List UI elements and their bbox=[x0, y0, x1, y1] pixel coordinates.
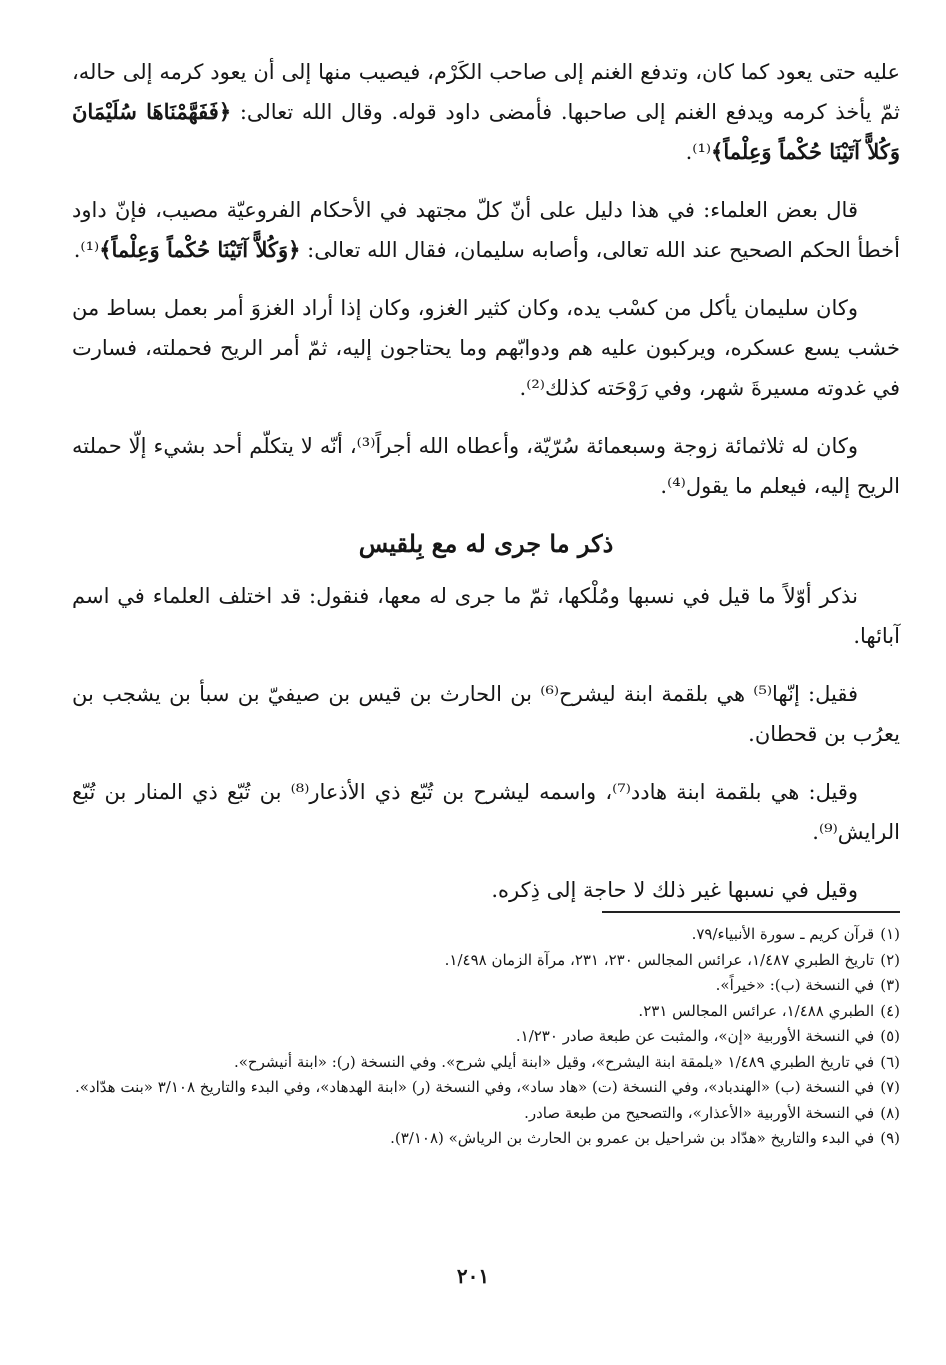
page-number: ٢٠١ bbox=[456, 1264, 490, 1288]
footnote-number: (٦) bbox=[880, 1052, 900, 1071]
footnote-text: تاريخ الطبري ١/٤٨٧، عرائس المجالس ٢٣٠، ٢٣١، مرآة الزمان ١/٤٩٨. bbox=[444, 950, 875, 969]
paragraph-3 bbox=[72, 288, 900, 408]
footnote-text: في النسخة الأوربية «إن»، والمثبت عن طبعة صادر ١/٢٣٠. bbox=[515, 1027, 875, 1045]
footnote-text: الطبري ١/٤٨٨، عرائس المجالس ٢٣١. bbox=[638, 1001, 875, 1020]
paragraph-6 bbox=[72, 674, 900, 754]
footnote-number: (٤) bbox=[880, 1001, 900, 1020]
paragraph-8 bbox=[72, 870, 900, 910]
footnote-ref: ⁽¹⁾. bbox=[73, 238, 100, 262]
paragraph-text: وقيل في نسبها غير ذلك لا حاجة إلى ذِكره. bbox=[491, 878, 858, 902]
paragraph-text: وكان له ثلاثمائة زوجة وسبعمائة سُرّيّة، وأعطاه الله أجراً⁽³⁾، أنّه لا يتكلّم أحد بشيء إلّا حملته الريح إليه، فيعلم ما يقول⁽⁴⁾. bbox=[72, 434, 900, 498]
footnote bbox=[66, 999, 900, 1025]
paragraph-text: قال بعض العلماء: في هذا دليل على أنّ كلّ مجتهد في الأحكام الفروعيّة مصيب، فإنّ داود أخطأ الحكم الصحيح عند الله تعالى، وأصابه سليمان، فقال الله تعالى: bbox=[72, 198, 900, 262]
footnote-number: (١) bbox=[880, 925, 900, 943]
footnote-text: في تاريخ الطبري ١/٤٨٩ «يلمقة ابنة اليشرح»، وقيل «ابنة أيلي شرح». وفي النسخة (ر): «ابنة أنيشرح». bbox=[233, 1052, 875, 1071]
footnote-text: في النسخة الأوربية «الأعذار»، والتصحيح من طبعة صادر. bbox=[524, 1103, 875, 1122]
section-heading: ذكر ما جرى له مع بِلقيس bbox=[358, 529, 614, 558]
footnote-number: (٧) bbox=[880, 1078, 900, 1096]
footnote-text: في النسخة (ب) «الهندباد»، وفي النسخة (ت) «هاد ساد»، وفي النسخة (ر) «ابنة الهدهاد»، وفي البدء والتاريخ ٣/١٠٨ «بنت هدّاد». bbox=[75, 1078, 875, 1096]
footnote bbox=[66, 1101, 900, 1127]
footnote-number: (٣) bbox=[880, 976, 900, 994]
footnote bbox=[66, 1024, 900, 1050]
paragraph-text: فقيل: إنّها⁽⁵⁾ هي بلقمة ابنة ليشرح⁽⁶⁾ بن الحارث بن قيس بن صيفيّ بن سبأ بن يشجب بن يعرُب بن قحطان. bbox=[72, 682, 900, 746]
footnote-divider bbox=[602, 911, 900, 913]
footnote-ref: ⁽¹⁾. bbox=[685, 140, 712, 164]
paragraph-1 bbox=[72, 52, 900, 172]
footnotes bbox=[66, 922, 900, 1152]
footnote-number: (٥) bbox=[880, 1027, 900, 1045]
footnote bbox=[66, 973, 900, 999]
paragraph-text: وكان سليمان يأكل من كسْب يده، وكان كثير الغزو، وكان إذا أراد الغزوَ أمر بعمل بساط من خشب يسع عسكره، ويركبون عليه هم ودوابّهم وما يحتاجون إليه، ثمّ أمر الريح فحملته، فسارت في غدوته مسيرةَ شهر، وفي رَوْحَته كذلك⁽²⁾. bbox=[72, 296, 900, 400]
paragraph-text: نذكر أوّلاً ما قيل في نسبها ومُلْكها، ثمّ ما جرى له معها، فنقول: قد اختلف العلماء في اسم آبائها. bbox=[72, 584, 900, 648]
paragraph-4 bbox=[72, 426, 900, 506]
paragraph-7 bbox=[72, 772, 900, 852]
footnote-text: في البدء والتاريخ «هدّاد بن شراحيل بن عمرو بن الحارث بن الرياش» (٣/١٠٨). bbox=[390, 1129, 875, 1147]
paragraph-5 bbox=[72, 576, 900, 656]
footnote bbox=[66, 1050, 900, 1076]
footnote bbox=[66, 1126, 900, 1152]
paragraph-text: عليه حتى يعود كما كان، وتدفع الغنم إلى صاحب الكَرْم، فيصيب منها إلى أن يعود كرمه إلى حاله، ثمّ يأخذ كرمه ويدفع الغنم إلى صاحبها. فأمضى داود قوله. وقال الله تعالى: bbox=[72, 60, 900, 124]
footnote bbox=[66, 948, 900, 974]
footnote-number: (٢) bbox=[880, 950, 900, 969]
main-text bbox=[72, 52, 900, 928]
footnote bbox=[66, 922, 900, 948]
paragraph-2 bbox=[72, 190, 900, 270]
footnote-number: (٩) bbox=[880, 1129, 900, 1147]
paragraph-text: وقيل: هي بلقمة ابنة هادد⁽⁷⁾، واسمه ليشرح بن تُبّع ذي الأذعار⁽⁸⁾ بن تُبّع ذي المنار بن تُبّع الرايش⁽⁹⁾. bbox=[72, 780, 900, 844]
quran-verse: ﴿وَكُلاًّ آتَيْنَا حُكْماً وَعِلْماً﴾ bbox=[99, 237, 301, 262]
quran-verse: ﴿فَفَهَّمْنَاهَا سُلَيْمَانَ وَكُلاًّ آتَيْنَا حُكْماً وَعِلْماً﴾ bbox=[72, 99, 900, 164]
footnote-number: (٨) bbox=[880, 1103, 900, 1122]
footnote-text: في النسخة (ب): «خيراً». bbox=[715, 976, 875, 994]
footnote-text: قرآن كريم ـ سورة الأنبياء/٧٩. bbox=[691, 925, 875, 943]
footnote bbox=[66, 1075, 900, 1101]
